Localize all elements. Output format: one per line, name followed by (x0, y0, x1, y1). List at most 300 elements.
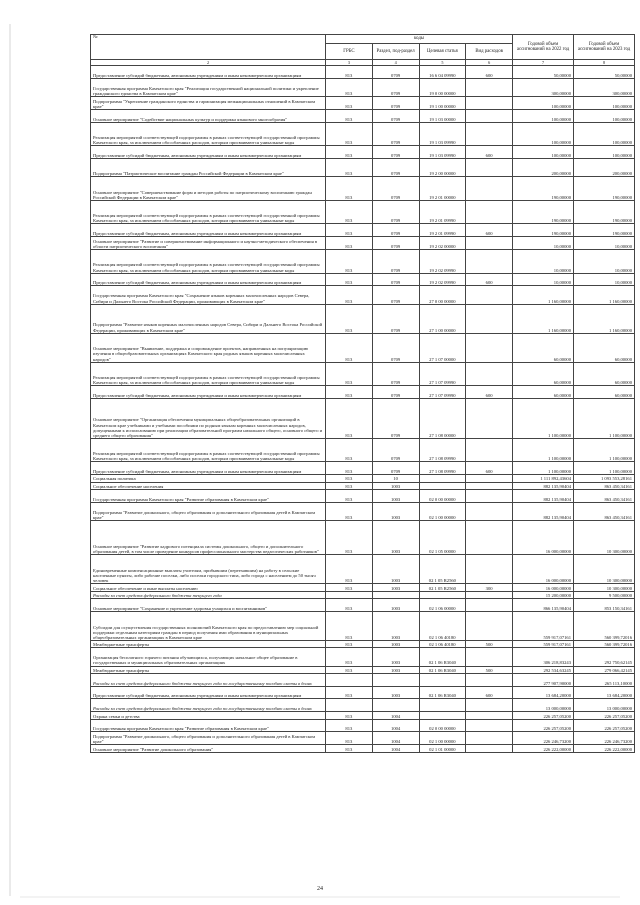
header-n7: 7 (513, 60, 574, 66)
table-row (91, 475, 635, 482)
table-row (91, 599, 635, 612)
cell-grbs: 813 (326, 599, 373, 612)
cell-vid: 500 (466, 640, 513, 647)
cell-vid (466, 399, 513, 439)
cell-grbs: 813 (326, 159, 373, 177)
cell-cel: 02 1 06 R3040 (419, 666, 466, 673)
cell-grbs: 813 (326, 555, 373, 584)
table-row (91, 666, 635, 673)
cell-razd: 1004 (372, 732, 419, 745)
table-row (91, 224, 635, 237)
cell-grbs (326, 699, 373, 712)
cell-vid (466, 482, 513, 489)
table-row (91, 584, 635, 591)
cell-razd: 1003 (372, 648, 419, 666)
cell-v22: 60,00000 (513, 386, 574, 399)
cell-v23: 863 450,34161 (574, 482, 635, 489)
cell-vid (466, 732, 513, 745)
cell-grbs: 813 (326, 502, 373, 520)
table-row (91, 66, 635, 79)
cell-vid: 600 (466, 386, 513, 399)
cell-v22: 1 100,00000 (513, 438, 574, 462)
cell-grbs: 813 (326, 482, 373, 489)
header-vol2023: Годовой объем ассигнований на 2023 год (574, 35, 635, 60)
cell-grbs: 813 (326, 304, 373, 333)
cell-grbs: 813 (326, 250, 373, 274)
cell-grbs: 813 (326, 686, 373, 699)
cell-grbs: 813 (326, 362, 373, 386)
table-row (91, 438, 635, 462)
header-razdel: Раздел, под-раздел (372, 44, 419, 60)
header-vol2022: Годовой объем ассигнований на 2022 год (513, 35, 574, 60)
cell-v23: 100,00000 (574, 97, 635, 110)
cell-vid (466, 599, 513, 612)
cell-grbs: 813 (326, 666, 373, 673)
cell-name: Реализация мероприятий соответствующей подпрограммы в рамках соответствующей государственной программы Камчатского края, за исключением обособленных расходов, которым присваиваются уникальные коды (91, 438, 326, 462)
cell-v22: 100,00000 (513, 146, 574, 159)
cell-name: Подпрограмма "Развитие дошкольного, общего образования и дополнительного образования детей в Камчатском крае" (91, 502, 326, 520)
cell-grbs: 813 (326, 611, 373, 640)
cell-razd: 0709 (372, 273, 419, 286)
cell-v23: 10,00000 (574, 250, 635, 274)
page-number: 24 (317, 886, 323, 892)
cell-vid (466, 333, 513, 362)
cell-razd: 0709 (372, 250, 419, 274)
cell-cel (419, 673, 466, 686)
cell-v23: 100,00000 (574, 122, 635, 146)
table-row (91, 555, 635, 584)
cell-vid (466, 159, 513, 177)
cell-name: Предоставление субсидий бюджетным, автономным учреждениям и иным некоммерческим организациям (91, 462, 326, 475)
cell-razd (372, 699, 419, 712)
cell-razd: 1003 (372, 584, 419, 591)
table-row (91, 200, 635, 224)
cell-grbs: 813 (326, 584, 373, 591)
cell-razd: 0709 (372, 386, 419, 399)
cell-grbs (326, 591, 373, 598)
cell-v23: 1 093 553,28161 (574, 475, 635, 482)
table-row (91, 719, 635, 732)
cell-v22: 226 257,05200 (513, 719, 574, 732)
cell-v23: 853 150,34161 (574, 599, 635, 612)
cell-v23: 279 066,42145 (574, 666, 635, 673)
table-row (91, 177, 635, 201)
cell-razd: 0709 (372, 237, 419, 250)
cell-razd: 0709 (372, 109, 419, 122)
table-row (91, 489, 635, 502)
cell-cel (419, 712, 466, 719)
cell-name: Основное мероприятие "Развитие и совершенствование информационного и научно-методического обеспечения в области патриотического воспитания" (91, 237, 326, 250)
cell-cel: 27 1 07 09990 (419, 386, 466, 399)
cell-name: Единовременные компенсационные выплаты учителям, прибывшим (переехавшим) на работу в сельские населенные пункты, либо рабочие поселки, либо поселки городского типа, либо города с населением до 50 тысяч человек (91, 555, 326, 584)
cell-v22: 200,00000 (513, 159, 574, 177)
cell-razd: 1003 (372, 489, 419, 502)
cell-v23: 10 300,00000 (574, 584, 635, 591)
cell-razd: 1003 (372, 599, 419, 612)
table-row (91, 386, 635, 399)
cell-cel: 27 0 00 00000 (419, 286, 466, 304)
cell-razd: 0709 (372, 177, 419, 201)
cell-cel: 16 6 04 09990 (419, 66, 466, 79)
cell-grbs: 813 (326, 122, 373, 146)
table-row (91, 611, 635, 640)
cell-v22: 1 160,00000 (513, 286, 574, 304)
header-n6: 6 (466, 60, 513, 66)
cell-name: Предоставление субсидий бюджетным, автономным учреждениям и иным некоммерческим организациям (91, 224, 326, 237)
table-row (91, 648, 635, 666)
cell-v23: 100,00000 (574, 109, 635, 122)
cell-grbs: 813 (326, 286, 373, 304)
cell-cel: 02 1 06 40180 (419, 611, 466, 640)
cell-cel: 02 1 00 00000 (419, 732, 466, 745)
cell-grbs: 813 (326, 146, 373, 159)
cell-razd: 1003 (372, 686, 419, 699)
cell-cel: 02 1 05 R2560 (419, 584, 466, 591)
cell-v22: 60,00000 (513, 362, 574, 386)
table-row (91, 250, 635, 274)
cell-v23: 100,00000 (574, 146, 635, 159)
cell-v23: 10,00000 (574, 237, 635, 250)
cell-grbs: 813 (326, 719, 373, 732)
table-row (91, 333, 635, 362)
cell-razd: 0709 (372, 224, 419, 237)
cell-razd: 1003 (372, 666, 419, 673)
cell-grbs: 813 (326, 273, 373, 286)
cell-v22: 100,00000 (513, 109, 574, 122)
cell-vid (466, 591, 513, 598)
cell-v23: 226 246,73200 (574, 732, 635, 745)
cell-vid: 600 (466, 224, 513, 237)
header-num: № (91, 35, 326, 60)
cell-name: Организация бесплатного горячего питания обучающихся, получающих начальное общее образование в государственных и муниципальных образовательных организациях (91, 648, 326, 666)
table-row (91, 520, 635, 554)
cell-cel (419, 591, 466, 598)
table-row (91, 699, 635, 712)
cell-name: Основное мероприятие "Содействие национальных культур и поддержка языкового многообразия" (91, 109, 326, 122)
cell-v23: 200,00000 (574, 159, 635, 177)
cell-v23: 560 399,72016 (574, 640, 635, 647)
cell-name: Государственная программа Камчатского края "Сохранение языков коренных малочисленных народов Севера, Сибири и Дальнего Востока Российской Федерации, проживающих в Камчатском крае" (91, 286, 326, 304)
table-row (91, 502, 635, 520)
cell-v23: 10 300,00000 (574, 555, 635, 584)
cell-cel (419, 482, 466, 489)
cell-v22: 10,00000 (513, 237, 574, 250)
cell-v22: 100,00000 (513, 97, 574, 110)
cell-vid: 600 (466, 273, 513, 286)
cell-razd: 10 (372, 475, 419, 482)
cell-razd: 0709 (372, 438, 419, 462)
cell-cel: 27 1 08 09990 (419, 438, 466, 462)
cell-name: Реализация мероприятий соответствующей подпрограммы в рамках соответствующей государственной программы Камчатского края, за исключением обособленных расходов, которым присваиваются уникальные коды (91, 250, 326, 274)
cell-cel: 19 1 03 09990 (419, 122, 466, 146)
cell-vid (466, 237, 513, 250)
cell-v22: 277 907,90000 (513, 673, 574, 686)
cell-v23: 560 399,72016 (574, 611, 635, 640)
cell-vid: 600 (466, 686, 513, 699)
cell-v23: 226 257,05200 (574, 712, 635, 719)
table-row (91, 712, 635, 719)
cell-v23: 1 100,00000 (574, 399, 635, 439)
cell-name: Социальное обеспечение и иные выплаты населению (91, 584, 326, 591)
cell-name: Основное мероприятие "Совершенствование форм и методов работы по патриотическому воспитанию граждан Российской Федерации в Камчатском крае" (91, 177, 326, 201)
cell-grbs: 813 (326, 224, 373, 237)
cell-v22: 190,00000 (513, 224, 574, 237)
cell-v22: 15 200,00000 (513, 591, 574, 598)
cell-razd: 1003 (372, 555, 419, 584)
cell-name: Основное мероприятие "Сохранение и укрепление здоровья учащихся и воспитанников" (91, 599, 326, 612)
cell-razd (372, 673, 419, 686)
cell-name: Расходы за счет средств федерального бюджета текущего года по государственному пособию сметы в долях (91, 673, 326, 686)
cell-v23: 13 000,00000 (574, 699, 635, 712)
cell-name: Государственная программа Камчатского края "Реализация государственной национальной политики и укрепление гражданского единства в Камчатском крае" (91, 78, 326, 96)
cell-name: Подпрограмма "Патриотическое воспитание граждан Российской Федерации в Камчатском крае" (91, 159, 326, 177)
cell-v22: 559 917,07161 (513, 611, 574, 640)
table-row (91, 640, 635, 647)
cell-cel: 02 1 00 00000 (419, 502, 466, 520)
cell-vid (466, 177, 513, 201)
cell-razd: 0709 (372, 159, 419, 177)
cell-grbs: 813 (326, 520, 373, 554)
cell-grbs: 813 (326, 438, 373, 462)
cell-razd: 1003 (372, 482, 419, 489)
table-header (91, 35, 635, 66)
cell-vid (466, 673, 513, 686)
cell-name: Межбюджетные трансферты (91, 666, 326, 673)
table-body (91, 66, 635, 753)
cell-cel: 02 1 06 R3040 (419, 686, 466, 699)
cell-v23: 60,00000 (574, 386, 635, 399)
cell-v22: 1 111 892,43604 (513, 475, 574, 482)
cell-vid (466, 78, 513, 96)
table-row (91, 482, 635, 489)
table-row (91, 745, 635, 752)
cell-razd: 0709 (372, 97, 419, 110)
cell-v22: 882 135,90404 (513, 502, 574, 520)
cell-v23: 1 160,00000 (574, 304, 635, 333)
cell-vid: 500 (466, 666, 513, 673)
cell-vid: 600 (466, 146, 513, 159)
cell-vid (466, 122, 513, 146)
cell-cel: 19 2 02 09990 (419, 273, 466, 286)
header-n2: 2 (91, 60, 326, 66)
cell-name: Субсидии для осуществления государственных полномочий Камчатского края по предоставлению мер социальной поддержки отдельным категориям граждан в период получения ими образования в муниципальных общеобразовательных организациях в Камчатском крае (91, 611, 326, 640)
header-grbs: ГРБС (326, 44, 373, 60)
cell-cel: 19 2 01 00000 (419, 177, 466, 201)
cell-grbs: 813 (326, 475, 373, 482)
cell-v22: 1 100,00000 (513, 462, 574, 475)
cell-v23: 1 100,00000 (574, 462, 635, 475)
cell-grbs: 813 (326, 66, 373, 79)
cell-vid (466, 502, 513, 520)
cell-v23: 292 750,62145 (574, 648, 635, 666)
table-row (91, 362, 635, 386)
cell-cel: 27 1 07 00000 (419, 333, 466, 362)
cell-vid (466, 555, 513, 584)
cell-grbs: 813 (326, 109, 373, 122)
cell-v22: 16 000,00000 (513, 584, 574, 591)
cell-v22: 16 000,00000 (513, 555, 574, 584)
cell-v22: 13 684,20000 (513, 686, 574, 699)
cell-razd: 0709 (372, 122, 419, 146)
cell-cel: 19 2 02 09990 (419, 250, 466, 274)
cell-v22: 100,00000 (513, 122, 574, 146)
cell-grbs: 813 (326, 333, 373, 362)
table-row (91, 273, 635, 286)
cell-grbs: 813 (326, 732, 373, 745)
budget-table (90, 34, 635, 753)
cell-vid (466, 648, 513, 666)
cell-razd: 0709 (372, 286, 419, 304)
cell-name: Основное мероприятие "Развитие кадрового потенциала системы дошкольного, общего и дополнительного образования детей, в том числе проведение конкурсов профессионального мастерства педагогических работников" (91, 520, 326, 554)
cell-grbs: 813 (326, 237, 373, 250)
cell-razd: 1003 (372, 520, 419, 554)
table-row (91, 732, 635, 745)
cell-grbs: 813 (326, 462, 373, 475)
cell-vid (466, 200, 513, 224)
cell-v22: 190,00000 (513, 200, 574, 224)
cell-cel (419, 699, 466, 712)
cell-cel: 19 1 03 00000 (419, 109, 466, 122)
cell-grbs: 813 (326, 97, 373, 110)
cell-v23: 1 100,00000 (574, 438, 635, 462)
cell-name: Государственная программа Камчатского края "Развитие образования в Камчатском крае" (91, 719, 326, 732)
cell-v22: 226 222,00000 (513, 745, 574, 752)
table-row (91, 462, 635, 475)
cell-v23: 50,00000 (574, 66, 635, 79)
table-row (91, 146, 635, 159)
cell-vid (466, 286, 513, 304)
table-row (91, 304, 635, 333)
cell-name: Реализация мероприятий соответствующей подпрограммы в рамках соответствующей государственной программы Камчатского края, за исключением обособленных расходов, которым присваиваются уникальные коды (91, 362, 326, 386)
cell-name: Предоставление субсидий бюджетным, автономным учреждениям и иным некоммерческим организациям (91, 273, 326, 286)
cell-cel: 27 1 07 09990 (419, 362, 466, 386)
cell-grbs: 813 (326, 78, 373, 96)
cell-grbs: 813 (326, 386, 373, 399)
cell-cel: 19 1 00 00000 (419, 97, 466, 110)
cell-name: Социальное обеспечение населения (91, 482, 326, 489)
cell-cel: 02 1 06 40180 (419, 640, 466, 647)
cell-razd: 0709 (372, 200, 419, 224)
cell-razd: 1004 (372, 719, 419, 732)
cell-v22: 300,00000 (513, 78, 574, 96)
cell-v22: 226 257,05200 (513, 712, 574, 719)
cell-cel: 19 0 00 00000 (419, 78, 466, 96)
cell-v23: 863 450,34161 (574, 489, 635, 502)
cell-cel: 27 1 08 09990 (419, 462, 466, 475)
cell-v22: 13 000,00000 (513, 699, 574, 712)
cell-v22: 559 917,07161 (513, 640, 574, 647)
cell-vid (466, 719, 513, 732)
cell-v22: 226 246,73200 (513, 732, 574, 745)
cell-cel: 02 0 00 00000 (419, 719, 466, 732)
cell-razd: 1003 (372, 502, 419, 520)
cell-v23: 190,00000 (574, 177, 635, 201)
cell-vid (466, 97, 513, 110)
cell-name: Охрана семьи и детства (91, 712, 326, 719)
cell-razd: 0709 (372, 146, 419, 159)
cell-name: Подпрограмма "Укрепление гражданского единства и гармонизация межнациональных отношений в Камчатском крае" (91, 97, 326, 110)
header-n5: 5 (419, 60, 466, 66)
cell-cel: 27 1 00 00000 (419, 304, 466, 333)
cell-vid (466, 362, 513, 386)
cell-v22: 1 100,00000 (513, 399, 574, 439)
cell-vid (466, 475, 513, 482)
cell-name: Основное мероприятие "Развитие дошкольного образования" (91, 745, 326, 752)
cell-vid (466, 438, 513, 462)
cell-name: Расходы за счет средств федерального бюджета текущего года по государственному пособию сметы в долях (91, 699, 326, 712)
cell-razd: 0709 (372, 333, 419, 362)
cell-cel (419, 475, 466, 482)
cell-razd: 0709 (372, 66, 419, 79)
cell-v22: 10,00000 (513, 250, 574, 274)
cell-v23: 10 300,00000 (574, 520, 635, 554)
cell-cel: 19 2 01 09990 (419, 224, 466, 237)
cell-grbs (326, 673, 373, 686)
cell-grbs: 813 (326, 745, 373, 752)
cell-cel: 02 1 05 R2560 (419, 555, 466, 584)
cell-name: Реализация мероприятий соответствующей подпрограммы в рамках соответствующей государственной программы Камчатского края, за исключением обособленных расходов, которым присваиваются уникальные коды (91, 200, 326, 224)
cell-cel: 02 1 06 R3040 (419, 648, 466, 666)
cell-name: Межбюджетные трансферты (91, 640, 326, 647)
cell-grbs: 813 (326, 489, 373, 502)
cell-v23: 863 450,34161 (574, 502, 635, 520)
table-row (91, 78, 635, 96)
cell-v23: 265 113,10000 (574, 673, 635, 686)
cell-v22: 60,00000 (513, 333, 574, 362)
cell-vid (466, 489, 513, 502)
cell-vid (466, 109, 513, 122)
table-row (91, 237, 635, 250)
header-n3: 3 (326, 60, 373, 66)
cell-vid (466, 520, 513, 554)
table-row (91, 286, 635, 304)
cell-vid (466, 712, 513, 719)
cell-v22: 190,00000 (513, 177, 574, 201)
cell-grbs: 813 (326, 200, 373, 224)
table-row (91, 399, 635, 439)
header-celevaya: Целевая статья (419, 44, 466, 60)
cell-name: Расходы за счет средств федерального бюджета текущего года (91, 591, 326, 598)
cell-v22: 16 000,00000 (513, 520, 574, 554)
cell-razd: 1003 (372, 640, 419, 647)
cell-vid (466, 699, 513, 712)
table-row (91, 591, 635, 598)
cell-name: Основное мероприятие "Организация обеспечения муниципальных общеобразовательных организаций в Камчатском крае учебниками и учебными пособиями по родным языкам коренных малочисленных народов, допущенными к использованию при реализации образовательной программ начального общего, основного общего и среднего общего образования" (91, 399, 326, 439)
cell-vid: 600 (466, 462, 513, 475)
cell-vid (466, 745, 513, 752)
cell-v23: 60,00000 (574, 362, 635, 386)
cell-razd: 1004 (372, 745, 419, 752)
cell-v23: 190,00000 (574, 224, 635, 237)
header-n4: 4 (372, 60, 419, 66)
cell-v23: 190,00000 (574, 200, 635, 224)
cell-razd: 0709 (372, 78, 419, 96)
header-vid: Вид расходов (466, 44, 513, 60)
cell-razd (372, 591, 419, 598)
cell-vid: 600 (466, 66, 513, 79)
cell-v22: 1 160,00000 (513, 304, 574, 333)
cell-grbs: 813 (326, 640, 373, 647)
cell-razd: 0709 (372, 362, 419, 386)
cell-v23: 10,00000 (574, 273, 635, 286)
cell-name: Реализация мероприятий соответствующей подпрограммы в рамках соответствующей государственной программы Камчатского края, за исключением обособленных расходов, которым присваиваются уникальные коды (91, 122, 326, 146)
cell-name: Социальная политика (91, 475, 326, 482)
cell-v22: 50,00000 (513, 66, 574, 79)
header-codes: коды (326, 35, 513, 44)
cell-cel: 02 1 01 00000 (419, 745, 466, 752)
cell-v23: 300,00000 (574, 78, 635, 96)
cell-v23: 226 257,05200 (574, 719, 635, 732)
